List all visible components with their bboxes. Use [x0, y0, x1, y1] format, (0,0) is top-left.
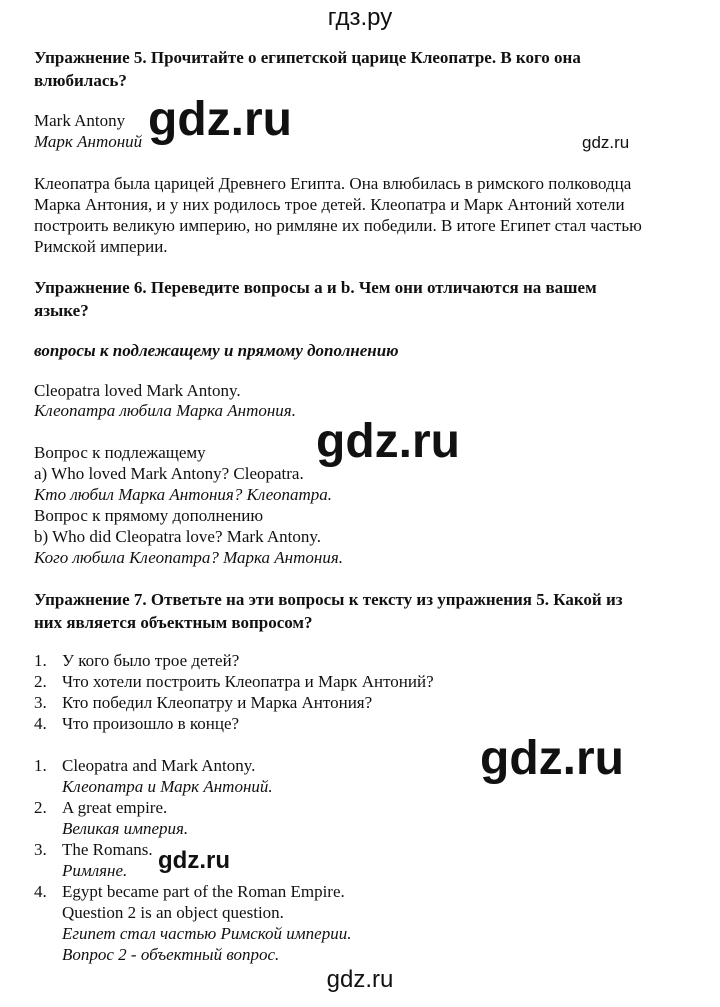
site-header: гдз.ру	[327, 4, 393, 31]
ex6-a-ru: Кто любил Марка Антония? Клеопатра.	[34, 485, 333, 504]
list-item-note: Question 2 is an object question.	[62, 903, 284, 922]
list-item: 2. A great empire.	[34, 798, 168, 817]
list-item-translation: Римляне.	[62, 861, 128, 880]
exercise-6-heading: Упражнение 6. Переведите вопросы a и b. Чем они отличаются на вашем языке?	[34, 278, 597, 320]
list-item-translation: Вопрос 2 - объектный вопрос.	[62, 945, 280, 964]
ex6-b-ru: Кого любила Клеопатра? Марка Антония.	[34, 548, 343, 567]
site-footer: gdz.ru	[326, 966, 394, 993]
watermark-gdz-small: gdz.ru	[582, 133, 630, 152]
watermark-gdz: gdz.ru	[158, 847, 230, 874]
ex6-sentence-en: Cleopatra loved Mark Antony.	[34, 381, 241, 400]
list-item: 4. Egypt became part of the Roman Empire.	[34, 882, 345, 901]
list-item: 2. Что хотели построить Клеопатра и Марк Антоний?	[34, 672, 434, 691]
watermark-gdz: gdz.ru	[480, 732, 624, 785]
ex6-subject-label: Вопрос к подлежащему	[34, 443, 206, 462]
list-item: 4. Что произошло в конце?	[34, 714, 240, 733]
list-item-translation: Египет стал частью Римской империи.	[62, 924, 352, 943]
list-item-translation: Великая империя.	[62, 819, 189, 838]
list-item: 3. The Romans.	[34, 840, 153, 859]
ex6-subheading: вопросы к подлежащему и прямому дополнению	[34, 341, 399, 360]
ex6-a-en: a) Who loved Mark Antony? Cleopatra.	[34, 464, 304, 483]
ex6-object-label: Вопрос к прямому дополнению	[34, 506, 264, 525]
list-item-translation: Клеопатра и Марк Антоний.	[62, 777, 273, 796]
ex6-sentence-ru: Клеопатра любила Марка Антония.	[34, 401, 296, 420]
ex6-b-en: b) Who did Cleopatra love? Mark Antony.	[34, 527, 322, 546]
exercise-5-heading: Упражнение 5. Прочитайте о египетской царице Клеопатре. В кого она влюбилась?	[34, 48, 581, 90]
list-item: 3. Кто победил Клеопатру и Марка Антония?	[34, 693, 373, 712]
list-item: 1. У кого было трое детей?	[34, 651, 240, 670]
list-item: 1. Cleopatra and Mark Antony.	[34, 756, 256, 775]
watermark-gdz: gdz.ru	[316, 415, 460, 468]
ex5-name-en: Mark Antony	[34, 111, 126, 130]
watermark-gdz: gdz.ru	[148, 93, 292, 146]
ex5-name-ru: Марк Антоний	[34, 132, 143, 151]
ex5-paragraph: Клеопатра была царицей Древнего Египта. Она влюбилась в римского полководца Марка Антония, и у них родилось трое детей. Клеопатра и Марк Антоний хотели построить великую империю, но римляне их победили. В итоге Египет стал частью Римской империи.	[34, 174, 642, 256]
ex7-questions-list	[34, 650, 694, 734]
exercise-7-heading: Упражнение 7. Ответьте на эти вопросы к тексту из упражнения 5. Какой из них является объектным вопросом?	[34, 590, 623, 632]
